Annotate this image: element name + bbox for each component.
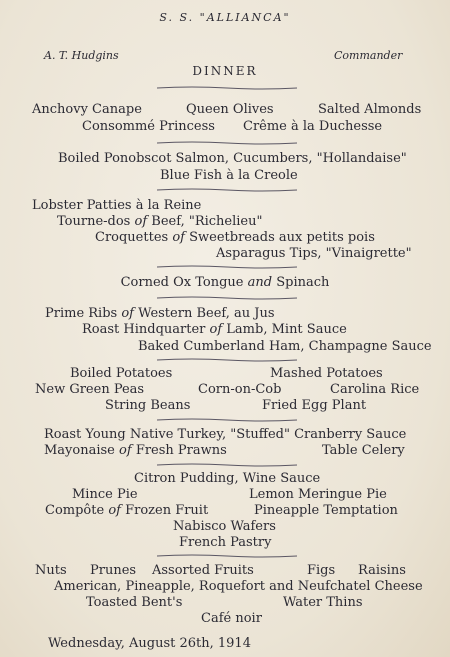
menu-item: Lemon Meringue Pie [249,487,387,502]
menu-item: Salted Almonds [318,102,422,117]
captain-name: A. T. Hudgins [44,49,119,62]
menu-item: Corned Ox Tongue and Spinach [120,275,330,290]
menu-item: Assorted Fruits [152,563,254,578]
menu-item: Raisins [358,563,406,578]
divider-ornament [157,141,297,145]
menu-item: Boiled Ponobscot Salmon, Cucumbers, "Hollandaise" [58,151,407,166]
menu-item: String Beans [105,398,191,413]
menu-item: Water Thins [283,595,363,610]
ship-name: S. S. "ALLIANCA" [159,11,291,24]
menu-item: American, Pineapple, Roquefort and Neufchatel Cheese [54,579,423,594]
menu-item: Fried Egg Plant [262,398,367,413]
menu-item: Toasted Bent's [86,595,183,610]
menu-item: Corn-on-Cob [198,382,282,397]
divider-ornament [157,296,297,300]
menu-item: Mayonaise of Fresh Prawns [44,443,227,458]
menu-item: Table Celery [322,443,405,458]
menu-item: Consommé Princess [82,119,215,134]
divider-ornament [157,418,297,422]
menu-item: Asparagus Tips, "Vinaigrette" [216,246,412,261]
menu-item: Tourne-dos of Beef, "Richelieu" [57,214,263,229]
divider-ornament [157,86,297,90]
menu-item: Prunes [90,563,137,578]
menu-item: Nuts [35,563,67,578]
menu-item: Queen Olives [186,102,274,117]
menu-item: Café noir [201,611,262,626]
divider-ornament [157,358,297,362]
menu-item: Lobster Patties à la Reine [32,198,202,213]
menu-item: Anchovy Canape [32,102,142,117]
menu-item: Citron Pudding, Wine Sauce [134,471,321,486]
menu-item: Compôte of Frozen Fruit [45,503,209,518]
menu-title: DINNER [192,64,258,78]
divider-ornament [157,265,297,269]
menu-item: Carolina Rice [330,382,420,397]
menu-item: Boiled Potatoes [70,366,173,381]
menu-item: Figs [307,563,336,578]
captain-rank: Commander [334,49,403,62]
menu-item: Pineapple Temptation [254,503,398,518]
menu-item: Crême à la Duchesse [243,119,383,134]
menu-item: Baked Cumberland Ham, Champagne Sauce [138,339,432,354]
menu-item: Blue Fish à la Creole [160,168,298,183]
menu-date: Wednesday, August 26th, 1914 [48,636,251,651]
menu-item: Roast Hindquarter of Lamb, Mint Sauce [82,322,347,337]
menu-item: Roast Young Native Turkey, "Stuffed" Cranberry Sauce [44,427,407,442]
divider-ornament [157,554,297,558]
divider-ornament [157,188,297,192]
divider-ornament [157,463,297,467]
menu-item: New Green Peas [35,382,145,397]
menu-item: Croquettes of Sweetbreads aux petits pois [95,230,375,245]
menu-item: Nabisco Wafers [173,519,276,534]
menu-item: Mince Pie [72,487,138,502]
menu-item: French Pastry [179,535,272,550]
menu-item: Prime Ribs of Western Beef, au Jus [45,306,275,321]
menu-item: Mashed Potatoes [270,366,383,381]
